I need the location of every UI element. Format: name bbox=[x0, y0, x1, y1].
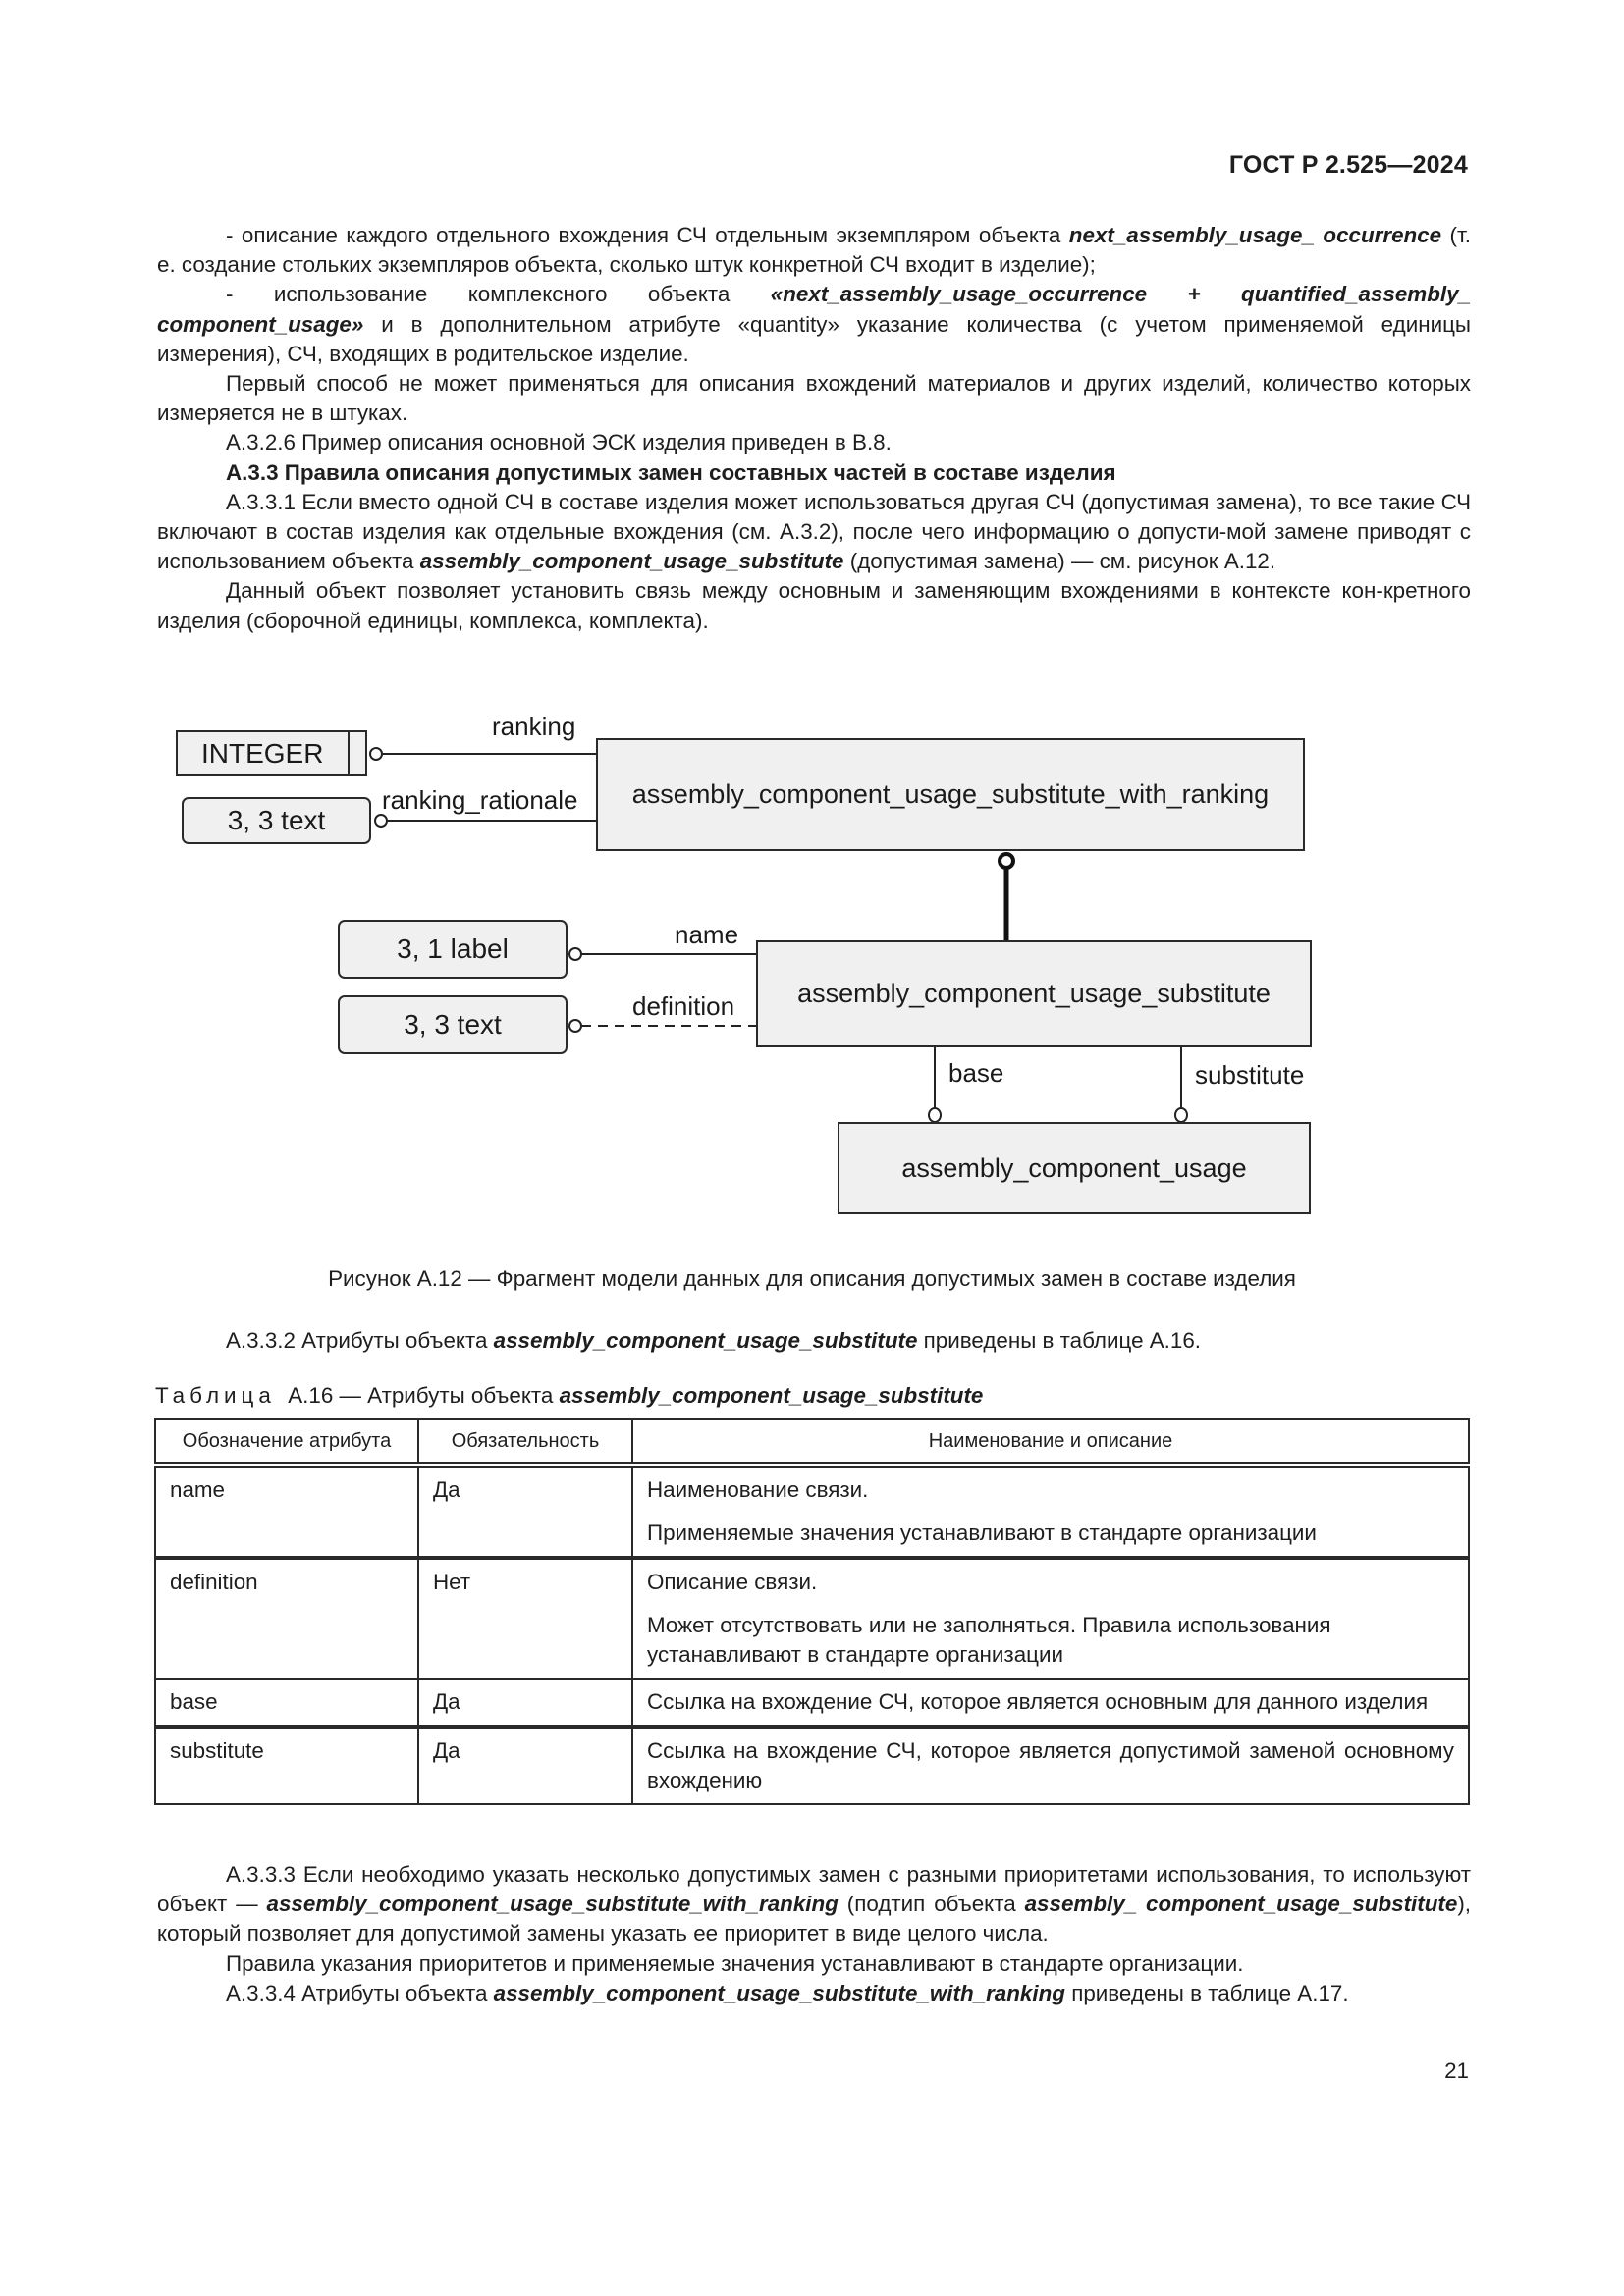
column-header: Наименование и описание bbox=[632, 1419, 1469, 1465]
column-header: Обозначение атрибута bbox=[155, 1419, 418, 1465]
ref-object-name: assembly_component_usage_substitute bbox=[493, 1328, 918, 1353]
text-run: А.3.3 Правила описания допустимых замен составных частей в составе изделия bbox=[226, 459, 1116, 485]
attributes-table bbox=[154, 1418, 1470, 1805]
entity-label: assembly_component_usage bbox=[901, 1152, 1247, 1183]
description-line: Описание связи. bbox=[647, 1570, 818, 1594]
optional-circle bbox=[569, 948, 581, 960]
paragraph bbox=[157, 1979, 1471, 2008]
text-run: Правила указания приоритетов и применяемые значения устанавливают в стандарте организации. bbox=[226, 1950, 1244, 1976]
optional-circle bbox=[1175, 1108, 1187, 1122]
paragraph bbox=[157, 428, 1471, 457]
text-run: и в дополнительном атрибуте «quantity» указание количества (с учетом применяемой единицы измерения), СЧ, входящих в родительское изделие. bbox=[157, 311, 1471, 366]
section-heading bbox=[157, 458, 1471, 488]
text-run: А.3.3.1 Если вместо одной СЧ в составе изделия может использоваться другая СЧ (допустимая замена), то все такие СЧ включают в состав изделия как отдельные вхождения (см. А.3.2), после чего информацию о допусти-мой замене приводят с использованием объекта bbox=[157, 489, 1471, 574]
text-run: - описание каждого отдельного вхождения СЧ отдельным экземпляром объекта bbox=[226, 223, 1069, 247]
description-line: Применяемые значения устанавливают в стандарте организации bbox=[647, 1521, 1317, 1545]
paragraph bbox=[157, 1949, 1471, 1979]
page-number: 21 bbox=[1444, 2058, 1469, 2083]
object-name: assembly_component_usage_substitute bbox=[419, 549, 844, 574]
type-label: INTEGER bbox=[201, 737, 324, 769]
type-box-divider bbox=[348, 732, 350, 774]
table-title-word: Таблица bbox=[155, 1383, 276, 1408]
object-name: assembly_component_usage_substitute_with_ranking bbox=[493, 1980, 1065, 2005]
description-line: Может отсутствовать или не заполняться. Правила использования устанавливают в стандарте организации bbox=[647, 1613, 1331, 1667]
ref-text: А.3.3.2 Атрибуты объекта bbox=[226, 1328, 494, 1353]
attr-label-base: base bbox=[948, 1058, 1004, 1088]
description-cell bbox=[632, 1465, 1469, 1558]
text-run: (подтип объекта bbox=[838, 1892, 1025, 1917]
entity-substitute bbox=[756, 940, 1312, 1047]
paragraph bbox=[157, 488, 1471, 577]
text-run: Данный объект позволяет установить связь между основным и заменяющим вхождениями в контексте кон-кретного изделия (сборочной единицы, комплекса, комплекта). bbox=[157, 578, 1471, 633]
paragraph bbox=[157, 1860, 1471, 1949]
column-header: Обязательность bbox=[418, 1419, 632, 1465]
entity-with-ranking bbox=[596, 738, 1305, 851]
closing-text-block bbox=[157, 1860, 1471, 2008]
text-run: - использование комплексного объекта bbox=[226, 282, 771, 307]
optional-circle bbox=[370, 748, 382, 760]
required-cell: Нет bbox=[418, 1558, 632, 1679]
text-run: А.3.3.3 Если необходимо указать несколько допустимых замен с разными приоритетами использования, то используют объект — bbox=[157, 1862, 1471, 1917]
optional-circle bbox=[375, 815, 387, 827]
text-run: (допустимая замена) — см. рисунок А.12. bbox=[843, 549, 1276, 574]
text-run: (т. е. создание стольких экземпляров объекта, сколько штук конкретной СЧ входит в изделие); bbox=[157, 223, 1471, 278]
document-header-id: ГОСТ Р 2.525—2024 bbox=[1228, 151, 1468, 179]
attr-cell: name bbox=[155, 1465, 418, 1558]
description-cell bbox=[632, 1558, 1469, 1679]
attr-cell: substitute bbox=[155, 1727, 418, 1804]
required-cell: Да bbox=[418, 1465, 632, 1558]
table-row bbox=[155, 1465, 1469, 1558]
intro-text-block bbox=[157, 221, 1471, 636]
table-title bbox=[155, 1383, 983, 1409]
text-run: А.3.3.4 Атрибуты объекта bbox=[226, 1980, 494, 2005]
type-label: 3, 3 text bbox=[404, 1009, 502, 1040]
table-row bbox=[155, 1727, 1469, 1804]
object-name: assembly_component_usage_substitute_with_ranking bbox=[266, 1892, 839, 1917]
type-box-integer bbox=[176, 730, 367, 776]
description-line: Наименование связи. bbox=[647, 1477, 869, 1502]
attr-label-ranking-rationale: ranking_rationale bbox=[382, 785, 578, 815]
paragraph bbox=[157, 576, 1471, 635]
ref-text: приведены в таблице А.16. bbox=[917, 1328, 1202, 1353]
text-run: Первый способ не может применяться для описания вхождений материалов и других изделий, количество которых измеряется не в штуках. bbox=[157, 371, 1471, 426]
optional-circle bbox=[569, 1020, 581, 1032]
entity-label: assembly_component_usage_substitute bbox=[797, 979, 1271, 1008]
text-run: приведены в таблице А.17. bbox=[1064, 1980, 1349, 2005]
table-header-row bbox=[155, 1419, 1469, 1465]
paragraph bbox=[157, 221, 1471, 280]
optional-circle bbox=[929, 1108, 941, 1122]
required-cell: Да bbox=[418, 1727, 632, 1804]
attr-label-substitute: substitute bbox=[1195, 1060, 1305, 1090]
attr-cell: base bbox=[155, 1679, 418, 1727]
type-box-definition-text bbox=[338, 995, 568, 1054]
paragraph bbox=[157, 280, 1471, 369]
attr-label-ranking: ranking bbox=[492, 712, 576, 741]
object-name: assembly_ component_usage_substitute bbox=[1024, 1892, 1458, 1917]
attr-label-definition: definition bbox=[632, 991, 735, 1021]
table-row bbox=[155, 1679, 1469, 1727]
entity-label: assembly_component_usage_substitute_with_ranking bbox=[631, 779, 1270, 809]
text-run: ), который позволяет для допустимой замены указать ее приоритет в виде целого числа. bbox=[157, 1892, 1471, 1947]
table-title-object: assembly_component_usage_substitute bbox=[559, 1383, 984, 1408]
object-name: next_assembly_usage_ occurrence bbox=[1068, 223, 1442, 247]
required-cell: Да bbox=[418, 1679, 632, 1727]
paragraph bbox=[157, 369, 1471, 428]
table-title-text: А.16 — Атрибуты объекта bbox=[275, 1383, 560, 1408]
table-reference-paragraph bbox=[226, 1328, 1201, 1354]
type-label: 3, 3 text bbox=[227, 805, 326, 835]
table-row bbox=[155, 1558, 1469, 1679]
object-name: «next_assembly_usage_occurrence + quantified_assembly_ component_usage» bbox=[157, 282, 1472, 337]
figure-caption: Рисунок А.12 — Фрагмент модели данных для описания допустимых замен в составе изделия bbox=[328, 1266, 1296, 1291]
text-run: А.3.2.6 Пример описания основной ЭСК изделия приведен в В.8. bbox=[226, 430, 892, 455]
type-label: 3, 1 label bbox=[397, 934, 509, 964]
entity-usage bbox=[838, 1122, 1311, 1214]
description-cell: Ссылка на вхождение СЧ, которое является допустимой заменой основному вхождению bbox=[632, 1727, 1469, 1804]
type-box-ranking-text bbox=[182, 797, 371, 844]
description-cell: Ссылка на вхождение СЧ, которое является основным для данного изделия bbox=[632, 1679, 1469, 1727]
attr-label-name: name bbox=[675, 920, 739, 949]
attr-cell: definition bbox=[155, 1558, 418, 1679]
type-box-name-label bbox=[338, 920, 568, 979]
subtype-circle bbox=[1000, 854, 1013, 868]
